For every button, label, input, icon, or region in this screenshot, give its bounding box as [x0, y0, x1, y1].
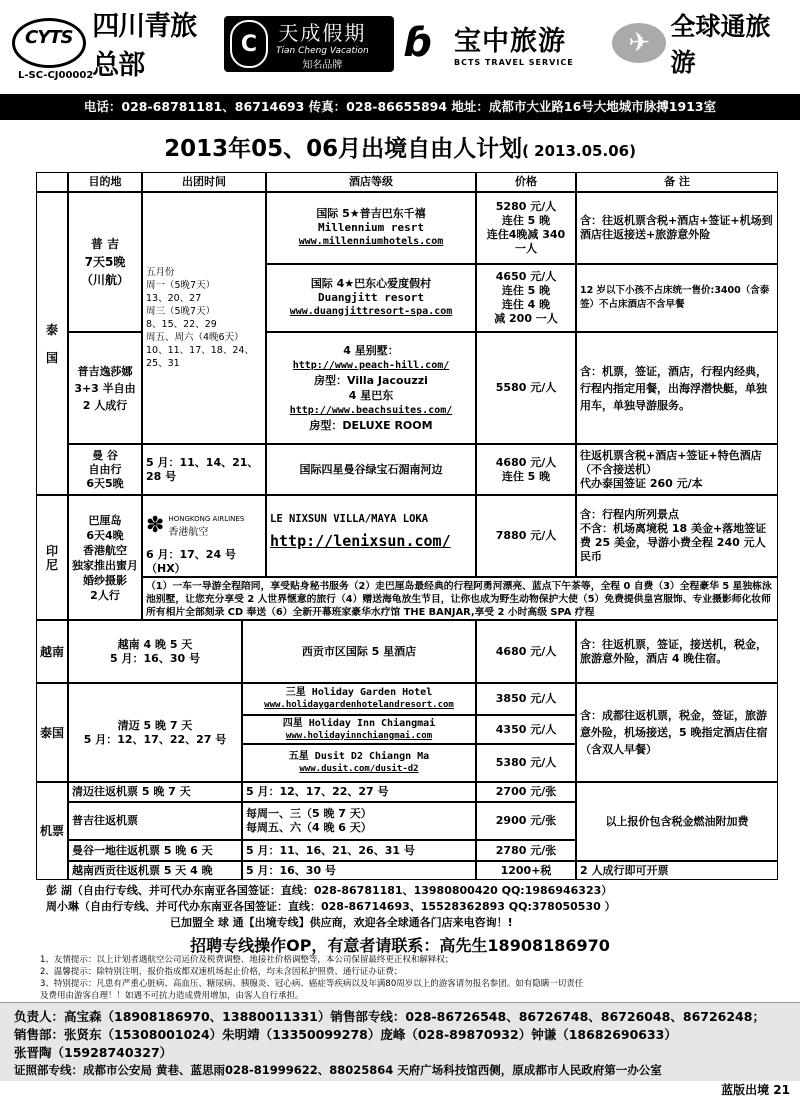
airline-emblem-icon: ✽: [146, 513, 165, 538]
logo-quanqiutong-name: 全球通旅游: [670, 12, 771, 77]
logo-tiancheng: [224, 16, 394, 72]
hotel-duangjitt-name: 国际 4★巴东心爱度假村: [310, 277, 432, 290]
dest-chiangmai: 清迈 5 晚 7 天 5 月：12、17、22、27 号: [68, 683, 242, 782]
hotel-millennium-name: 国际 5★普吉巴东千禧: [316, 207, 426, 220]
airline-en: HONGKONG AIRLINES: [168, 515, 245, 523]
header-hotel: 酒店等级: [266, 172, 476, 192]
dest-phuket: 普 吉 7天5晚 （川航）: [68, 192, 142, 332]
region-indonesia: 印 尼: [36, 495, 68, 620]
ticket-bangkok-price: 2780 元/张: [476, 840, 576, 861]
cyts-emblem-icon: CYTS: [12, 18, 86, 68]
dest-bali: 巴厘岛 6天4晚 香港航空 独家推出蜜月婚纱摄影 2人行: [68, 495, 142, 620]
beach-hotel-title: 4 星巴东: [348, 389, 394, 402]
hotel-bali: [266, 495, 476, 577]
tiancheng-mark-icon: C: [230, 20, 268, 68]
ticket-saigon: 越南西贡往返机票 5 天 4 晚: [68, 861, 242, 880]
hotel-holiday-garden: 三星 Holiday Garden Hotel www.holidaygardenhotelandresort.com: [242, 683, 476, 715]
hotel-bangkok: 国际四星曼谷绿宝石湄南河边: [266, 444, 476, 495]
ticket-saigon-price: 1200+税: [476, 861, 576, 880]
ticket-phuket-price: 2900 元/张: [476, 802, 576, 840]
tips: [40, 954, 790, 1002]
hotel-millennium: [266, 192, 476, 264]
logo-bcts-en: BCTS TRAVEL SERVICE: [454, 58, 574, 67]
note-phuket-2: 12 岁以下小孩不占床统一售价:3400（含泰签）不占床酒店不含早餐: [576, 264, 778, 332]
logo-sichuan-name: 四川青旅总部: [92, 11, 197, 81]
hotel-holiday-garden-url[interactable]: www.holidaygardenhotelandresort.com: [264, 700, 454, 710]
hotel-duangjitt-url[interactable]: www.duangjittresort-spa.com: [289, 306, 453, 317]
airline-cn: 香港航空: [168, 527, 209, 538]
price-duangjitt: 4650 元/人 连住 5 晚 连住 4 晚 减 200 一人: [476, 264, 576, 332]
bcts-mark-icon: ɓ: [404, 20, 433, 66]
price-3plus3: 5580 元/人: [476, 332, 576, 444]
price-bali: 7880 元/人: [476, 495, 576, 577]
hotel-holiday-inn-url[interactable]: www.holidayinnchiangmai.com: [285, 730, 433, 741]
hotel-villa: [266, 332, 476, 444]
license-number: L-SC-CJ00002: [18, 70, 94, 81]
note-tickets: 以上报价包含税金燃油附加费: [576, 782, 778, 861]
region-thailand-2: 泰国: [36, 683, 68, 782]
price-holiday-inn: 4350 元/人: [476, 715, 576, 744]
note-chiangmai: 含：成都往返机票，税金，签证，旅游意外险，机场接送，5 晚指定酒店住宿（含双人早餐）: [576, 683, 778, 782]
villa-room: 房型：Villa Jacouzzi: [314, 374, 428, 387]
franchise-note: 已加盟全 球 通【出境专线】供应商，欢迎各全球通各门店来电咨询！!: [170, 916, 513, 929]
time-phuket: 五月份 周一（5晚7天） 13、20、27 周三（5晚7天） 8、15、22、29 周五、周六（4晚6天） 10、11、17、18、24、25、31: [142, 192, 266, 444]
hotel-dusit: 五星 Dusit D2 Chiangn Ma www.dusit.com/dusit-d2: [242, 744, 476, 782]
note-phuket-1: 含：往返机票含税+酒店+签证+机场到酒店往返接送+旅游意外险: [576, 192, 778, 264]
staff-sales-2: 张晋陶（15928740327）: [14, 1045, 173, 1060]
staff-certificates: 证照部专线：成都市公安局 黄巷、蓝思雨028-81999622、88025864 天府广场科技馆西侧，原成都市人民政府第一办公室: [14, 1063, 662, 1077]
title-date: ( 2013.05.06): [522, 142, 636, 160]
header-time: 出团时间: [142, 172, 266, 192]
price-millennium: 5280 元/人 连住 5 晚 连住4晚减 340 一人: [476, 192, 576, 264]
hongkong-airlines-logo: [146, 512, 262, 540]
dest-vietnam: 越南 4 晚 5 天 5 月：16、30 号: [68, 620, 242, 683]
logo-bcts-name: 宝中旅游: [454, 26, 566, 57]
dest-phuket-3plus3: 普吉逸莎娜 3+3 半自由 2 人成行: [68, 332, 142, 444]
note-vietnam: 含：往返机票，签证，接送机，税金，旅游意外险，酒店 4 晚住宿。: [576, 620, 778, 683]
ticket-phuket-time: 每周一、三（5 晚 7 天） 每周五、六（4 晚 6 天）: [242, 802, 476, 840]
region-tickets: 机票: [36, 782, 68, 880]
ticket-chiangmai-price: 2700 元/张: [476, 782, 576, 802]
villa-url[interactable]: http://www.peach-hill.com/: [292, 360, 450, 371]
price-holiday-garden: 3850 元/人: [476, 683, 576, 715]
ticket-chiangmai: 清迈往返机票 5 晚 7 天: [68, 782, 242, 802]
hotel-duangjitt-en: Duangjitt resort: [318, 291, 424, 304]
time-bali: [142, 495, 266, 577]
villa-title: 4 星别墅：: [343, 344, 399, 357]
staff-manager: 负责人：高宝森（18908186970、13880011331）销售部专线：028-86726548、86726748、86726048、86726248；: [14, 1009, 765, 1024]
region-thailand: 泰 国: [36, 192, 68, 495]
ticket-saigon-time: 5 月：16、30 号: [242, 861, 476, 880]
logo-tiancheng-name: 天成假期: [278, 21, 367, 45]
beach-hotel-url[interactable]: http://www.beachsuites.com/: [289, 405, 453, 416]
price-bangkok: 4680 元/人 连住 5 晚: [476, 444, 576, 495]
contact-zhou: 周小琳（自由行专线、并可代办东南亚各国签证：直线：028-86714693、15528362893 QQ:378050530 ）: [46, 900, 616, 913]
recruit-banner: 招聘专线操作OP，有意者请联系：高先生18908186970: [190, 936, 610, 955]
bali-description: （1）一车一导游全程陪同，享受贴身秘书服务（2）走巴厘岛最经典的行程阿勇河漂亮、蓝点下午茶等，全程 0 自费（3）全程豪华 5 星独栋泳池别墅，让您充分享受 2 人世界惬意的旅行（4）赠送海龟放生节目，让你也成为野生动物保护大使（5）免费提供皇宫服饰、专业摄影师化妆师所有相片全部刻录 CD 奉送（6）全新开幕班家豪华水疗馆 THE BANJAR,享受 2 小时高级 SPA 疗程: [142, 577, 778, 620]
page-footer: 蓝版出境 21: [721, 1083, 790, 1097]
ticket-phuket: 普吉往返机票: [68, 802, 242, 840]
staff-panel: [0, 1002, 800, 1081]
hotel-dusit-url[interactable]: www.dusit.com/dusit-d2: [299, 764, 419, 774]
header-dest: 目的地: [68, 172, 142, 192]
airplane-icon: ✈: [612, 23, 666, 63]
staff-sales: 销售部：张贤东（15308001024）朱明靖（13350099278）庞峰（028-89870932）钟谦（18682690633）: [14, 1027, 677, 1042]
ticket-bangkok-time: 5 月：11、16、21、26、31 号: [242, 840, 476, 861]
logo-tiancheng-en: Tian Cheng Vacation: [276, 46, 369, 56]
contact-bar: 电话：028-68781181、86714693 传真：028-86655894 地址：成都市大业路16号大地城市脉搏1913室: [0, 94, 800, 120]
hotel-vietnam: 西贡市区国际 5 星酒店: [242, 620, 476, 683]
note-tickets-2: 2 人成行即可开票: [576, 861, 778, 880]
price-vietnam: 4680 元/人: [476, 620, 576, 683]
header-price: 价格: [476, 172, 576, 192]
price-dusit: 5380 元/人: [476, 744, 576, 782]
contact-peng: 彭 湖（自由行专线、并可代办东南亚各国签证：直线：028-86781181、13980800420 QQ:1986946323）: [46, 884, 613, 897]
page-title: 2013年05、06月出境自由人计划( 2013.05.06): [164, 136, 636, 162]
hotel-millennium-en: Millennium resrt: [318, 221, 424, 234]
time-bangkok: 5 月：11、14、21、28 号: [142, 444, 266, 495]
beach-hotel-room: 房型：DELUXE ROOM: [309, 419, 433, 432]
hotel-duangjitt: [266, 264, 476, 332]
note-3plus3: 含：机票，签证，酒店，行程内经典，行程内指定用餐，出海浮潜快艇，单独用车，单独导游服务。: [576, 332, 778, 444]
note-bangkok: 往返机票含税+酒店+签证+特色酒店（不含接送机） 代办泰国签证 260 元/本: [576, 444, 778, 495]
header-note: 备 注: [576, 172, 778, 192]
ticket-chiangmai-time: 5 月：12、17、22、27 号: [242, 782, 476, 802]
tip-3: 3、特别提示：凡患有严重心脏病、高血压、糖尿病、胰腺炎、冠心病、癌症等疾病以及年满80周岁以上的游客请勿报名参团。如有隐瞒一切责任: [40, 979, 584, 989]
hotel-millennium-url[interactable]: www.millenniumhotels.com: [298, 236, 444, 247]
region-vietnam: 越南: [36, 620, 68, 683]
note-bali: 含：行程内所列景点 不含：机场离境税 18 美金+落地签证费 25 美金，导游小费全程 240 元人民币: [576, 495, 778, 577]
tip-1: 1、友情提示：以上计划者遇航空公司运价及税费调整、地接社价格调整等，本公司保留最终更正权和解释权；: [40, 955, 454, 965]
dest-bangkok: 曼 谷 自由行 6天5晚: [68, 444, 142, 495]
logo-tiancheng-brand: 知名品牌: [302, 60, 343, 71]
header-logos: [0, 0, 800, 90]
bali-dates: 6 月：17、24 号（HX）: [146, 548, 236, 575]
hotel-bali-name: LE NIXSUN VILLA/MAYA LOKA: [270, 513, 429, 525]
hotel-holiday-inn: 四星 Holiday Inn Chiangmai www.holidayinnchiangmai.com: [242, 715, 476, 744]
logo-bcts: [404, 18, 604, 68]
hotel-bali-url[interactable]: http://lenixsun.com/: [270, 532, 451, 550]
tip-3-cont: 及费用由游客自理！！如遇不可抗力造成费用增加，由客人自行承担。: [40, 991, 304, 1001]
logo-quanqiutong: [612, 12, 792, 77]
ticket-bangkok: 曼谷一地往返机票 5 晚 6 天: [68, 840, 242, 861]
tip-2: 2、温馨提示：除特别注明，报价指成都双速机场起止价格，均未含因私护照费、通行证办证费；: [40, 967, 403, 977]
